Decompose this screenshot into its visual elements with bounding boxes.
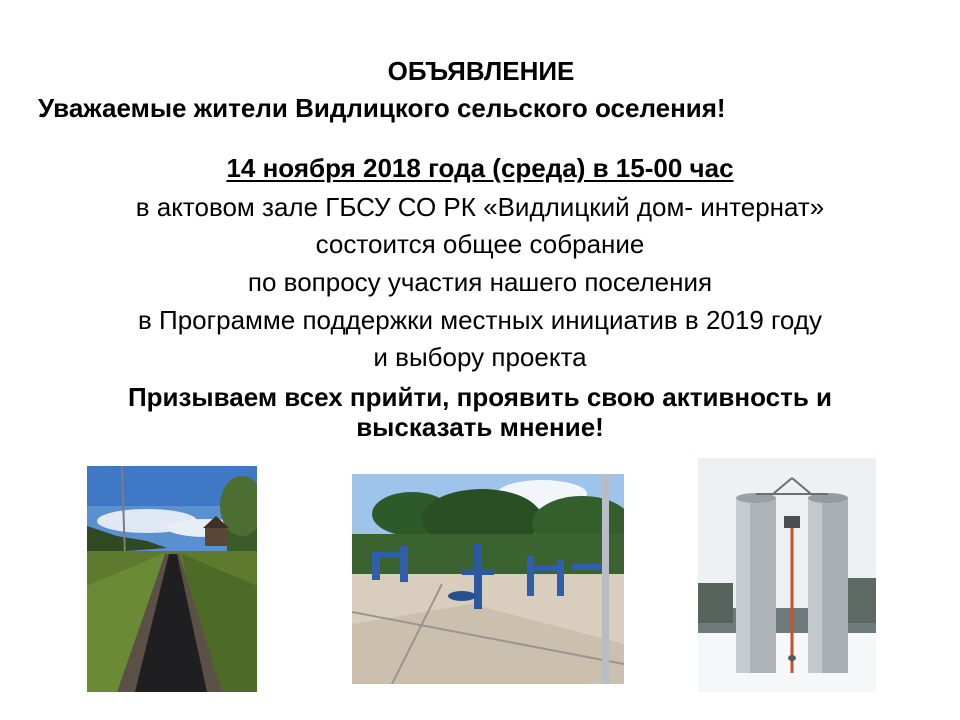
outdoor-gym-photo [352, 474, 624, 684]
program-line: в Программе поддержки местных инициатив в 2019 году [138, 305, 822, 335]
meeting-line: состоится общее собрание [315, 229, 645, 259]
call-to-action-line-2: высказать мнение! [356, 412, 604, 442]
paved-footpath-photo [87, 466, 257, 692]
greeting-line: Уважаемые жители Видлицкого сельского оселения! [38, 93, 726, 123]
topic-line: по вопросу участия нашего поселения [247, 267, 713, 297]
call-to-action-line-1: Призываем всех прийти, проявить свою активность и [127, 382, 833, 412]
meeting-date-text: 14 ноября 2018 года (среда) в 15-00 час [226, 153, 734, 183]
venue-line: в актовом зале ГБСУ СО РК «Видлицкий дом- интернат» [135, 192, 825, 222]
call-to-action [0, 382, 960, 442]
announcement-heading: ОБЪЯВЛЕНИЕ [387, 56, 575, 86]
project-choice-line: и выбору проекта [373, 342, 587, 372]
meeting-date-line [0, 153, 960, 184]
water-tower-photo [698, 458, 876, 692]
